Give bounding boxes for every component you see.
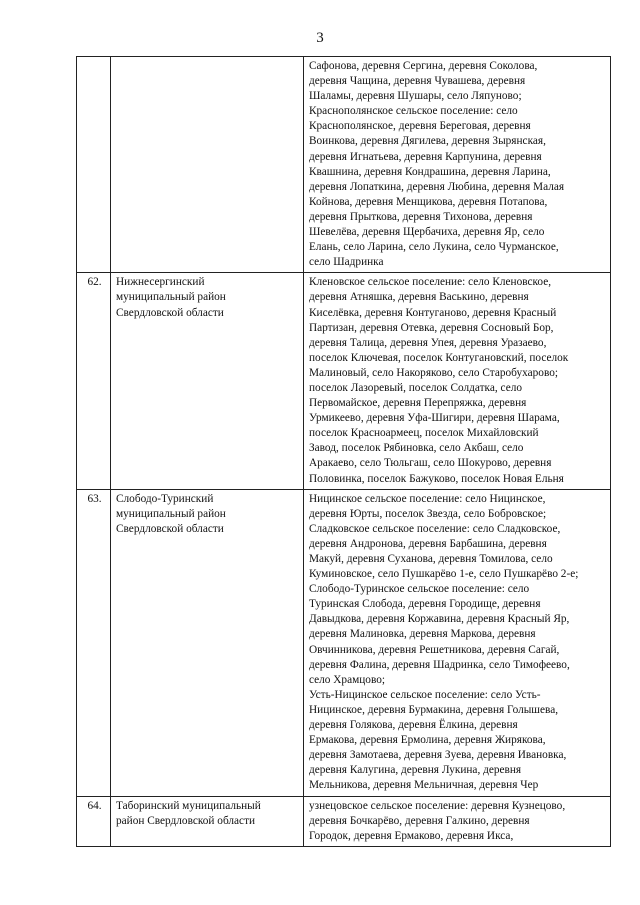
settlements-line: поселок Красноармеец, поселок Михайловский	[309, 427, 539, 440]
table-body	[77, 57, 611, 847]
district-name-line: Свердловской области	[116, 306, 224, 319]
settlements-line: деревня Прыткова, деревня Тихонова, деревня	[309, 210, 533, 223]
settlements-line: Первомайское, деревня Перепряжка, деревня	[309, 397, 527, 410]
settlements-line: Койнова, деревня Менщикова, деревня Потапова,	[309, 195, 548, 208]
district-name-line: муниципальный район	[116, 507, 226, 520]
settlements-line: деревня Лопаткина, деревня Любина, деревня Малая	[309, 180, 565, 193]
settlements-table	[76, 56, 611, 847]
district-name	[111, 273, 304, 489]
row-number: 64.	[77, 796, 111, 846]
settlements-line: Кленовское сельское поселение: село Кленовское,	[309, 276, 552, 289]
settlements-line: Ницинское, деревня Бурмакина, деревня Голышева,	[309, 703, 559, 716]
district-name-line: район Свердловской области	[116, 814, 256, 827]
settlements-line: Завод, поселок Рябиновка, село Акбаш, село	[309, 442, 524, 455]
row-number	[77, 57, 111, 273]
district-name	[111, 57, 304, 273]
settlements-line: Елань, село Ларина, село Лукина, село Чурманское,	[309, 241, 559, 254]
settlements-line: Урмикеево, деревня Уфа-Шигири, деревня Шарама,	[309, 412, 560, 425]
settlements-line: Давыдкова, деревня Коржавина, деревня Красный Яр,	[309, 613, 570, 626]
settlements-line: Шевелёва, деревня Щербачиха, деревня Яр, село	[309, 226, 545, 239]
table-row	[77, 273, 611, 489]
table-row	[77, 57, 611, 273]
table-row	[77, 796, 611, 846]
settlements-line: деревня Калугина, деревня Лукина, деревня	[309, 764, 522, 777]
settlements-list	[304, 273, 611, 489]
settlements-line: Мельникова, деревня Мельничная, деревня Чер	[309, 779, 539, 792]
settlements-line: Киселёвка, деревня Контуганово, деревня Красный	[309, 306, 557, 319]
district-name-line: Нижнесергинский	[116, 276, 205, 289]
settlements-line: Усть-Ницинское сельское поселение: село Усть-	[309, 688, 541, 701]
settlements-line: деревня Замотаева, деревня Зуева, деревня Ивановка,	[309, 749, 567, 762]
settlements-line: деревня Атняшка, деревня Васькино, деревня	[309, 291, 529, 304]
district-name-line: муниципальный район	[116, 291, 226, 304]
settlements-line: село Храмцово;	[309, 673, 385, 686]
settlements-line: Краснополянское сельское поселение: село	[309, 105, 518, 118]
settlements-line: деревня Голякова, деревня Ёлкина, деревня	[309, 719, 518, 732]
settlements-line: Шаламы, деревня Шушары, село Ляпуново;	[309, 90, 522, 103]
settlements-line: деревня Игнатьева, деревня Карпунина, деревня	[309, 150, 542, 163]
district-name-line: Таборинский муниципальный	[116, 799, 261, 812]
settlements-list	[304, 489, 611, 796]
settlements-line: Макуй, деревня Суханова, деревня Томилова, село	[309, 553, 553, 565]
settlements-list	[304, 796, 611, 846]
settlements-line: Туринская Слобода, деревня Городище, деревня	[309, 598, 541, 611]
settlements-line: Городок, деревня Ермаково, деревня Икса,	[309, 829, 514, 842]
district-name	[111, 489, 304, 796]
settlements-line: деревня Андронова, деревня Барбашина, деревня	[309, 537, 547, 550]
settlements-line: деревня Фалина, деревня Шадринка, село Тимофеево,	[309, 658, 570, 671]
settlements-line: Ницинское сельское поселение: село Ницинское,	[309, 492, 546, 505]
settlements-line: Овчинникова, деревня Решетникова, деревня Сагай,	[309, 643, 560, 656]
settlements-line: Половинка, поселок Бажуково, поселок Новая Ельня	[309, 472, 564, 485]
settlements-line: Сафонова, деревня Сергина, деревня Соколова,	[309, 60, 538, 72]
settlements-line: Сладковское сельское поселение: село Сладковское,	[309, 522, 561, 535]
settlements-list	[304, 57, 611, 273]
row-number: 62.	[77, 273, 111, 489]
settlements-line: деревня Талица, деревня Упея, деревня Уразаево,	[309, 336, 547, 349]
district-name-line: Слободо-Туринский	[116, 492, 214, 505]
row-number: 63.	[77, 489, 111, 796]
settlements-line: Малиновый, село Накоряково, село Старобухарово;	[309, 366, 558, 379]
settlements-line: деревня Малиновка, деревня Маркова, деревня	[309, 628, 536, 641]
page-number: 3	[316, 30, 324, 46]
settlements-line: деревня Юрты, поселок Звезда, село Бобровское;	[309, 507, 547, 520]
settlements-line: поселок Ключевая, поселок Контугановский, поселок	[309, 351, 569, 364]
settlements-line: Аракаево, село Тюльгаш, село Шокурово, деревня	[309, 457, 552, 470]
district-name	[111, 796, 304, 846]
table-row	[77, 489, 611, 796]
settlements-line: узнецовское сельское поселение: деревня Кузнецово,	[309, 799, 566, 812]
settlements-line: Куминовское, село Пушкарёво 1-е, село Пушкарёво 2-е;	[309, 568, 579, 581]
district-name-line: Свердловской области	[116, 522, 224, 535]
settlements-line: село Шадринка	[309, 256, 384, 269]
settlements-line: Квашнина, деревня Кондрашина, деревня Ларина,	[309, 165, 551, 178]
settlements-line: Ермакова, деревня Ермолина, деревня Жирякова,	[309, 734, 546, 747]
settlements-line: Воинкова, деревня Дягилева, деревня Зырянская,	[309, 135, 546, 148]
settlements-line: Партизан, деревня Отевка, деревня Сосновый Бор,	[309, 321, 554, 334]
settlements-line: деревня Бочкарёво, деревня Галкино, деревня	[309, 814, 530, 827]
settlements-line: Краснополянское, деревня Береговая, деревня	[309, 120, 531, 133]
settlements-line: поселок Лазоревый, поселок Солдатка, село	[309, 381, 522, 394]
settlements-line: Слободо-Туринское сельское поселение: село	[309, 583, 530, 596]
settlements-line: деревня Чащина, деревня Чувашева, деревня	[309, 75, 526, 88]
